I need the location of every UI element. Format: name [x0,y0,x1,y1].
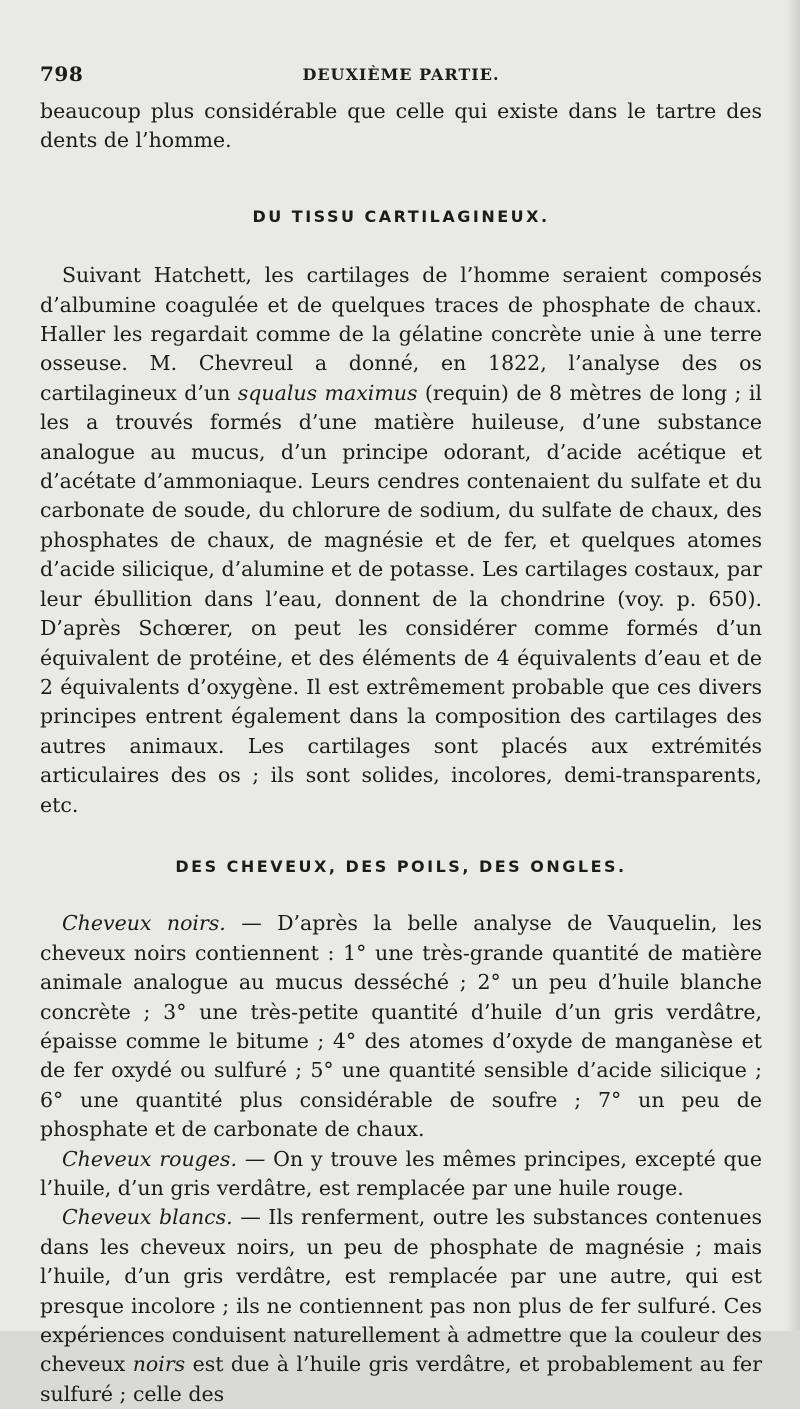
section-heading-cartilage: DU TISSU CARTILAGINEUX. [252,206,550,226]
continuation-paragraph: beaucoup plus considérable que celle qui existe dans le tartre des dents de l’homme. [40,99,762,153]
paragraph-lead: Cheveux noirs. [62,911,226,936]
paragraph-lead: Cheveux blancs. [62,1205,233,1230]
species-name: squalus maximus [237,380,418,405]
section-heading-hair: DES CHEVEUX, DES POILS, DES ONGLES. [175,856,627,876]
paragraph-text: Suivant Hatchett, les cartilages de l’homme seraient composés d’albumine coagulée et de quelques traces de phosphate de chaux. Haller les regardait comme de la gélatine concrète unie à une terre osseuse. M. Chevreul a donné, en 1822, l’analyse des os cartilagineux d’un [40,263,762,405]
page-number: 798 [40,62,84,86]
running-head: DEUXIÈME PARTIE. [302,65,500,84]
paragraph-lead: Cheveux rouges. [62,1146,237,1171]
paragraph-black-hair [40,909,762,1144]
paragraph-white-hair [40,1203,762,1409]
page-header [40,62,762,92]
paragraph-red-hair [40,1145,762,1204]
page-body [40,97,762,1409]
paragraph-text: — Ils renferment, outre les substances contenues dans les cheveux noirs, un peu de phosphate de magnésie ; mais l’huile, d’un gris verdâtre, est remplacée par une autre, qui est presque incolore ; ils ne contiennent pas non plus de fer sulfuré. Ces expériences conduisent naturellement à admettre que la couleur des cheveux [40,1205,762,1377]
paragraph-text: — On y trouve les mêmes principes, excepté que l’huile, d’un gris verdâtre, est remplacée par une huile rouge. [40,1146,762,1200]
paragraph-text: est due à l’huile gris verdâtre, et probablement au fer sulfuré ; celle des [40,1352,762,1406]
binding-shadow [786,0,800,1331]
paragraph-text: — D’après la belle analyse de Vauquelin, les cheveux noirs contiennent : 1° une très-grande quantité de matière animale analogue au mucus desséché ; 2° un peu d’huile blanche concrète ; 3° une très-petite quantité d’huile d’un gris verdâtre, épaisse comme le bitume ; 4° des atomes d’oxyde de manganèse et de fer oxydé ou sulfuré ; 5° une quantité sensible d’acide silicique ; 6° une quantité plus considérable de soufre ; 7° un peu de phosphate et de carbonate de chaux. [40,911,762,1142]
paragraph-cartilage [40,261,762,820]
emphasis: noirs [132,1352,186,1377]
paragraph-text: (requin) de 8 mètres de long ; il les a trouvés formés d’une matière huileuse, d’une substance analogue au mucus, d’un principe odorant, d’acide acétique et d’acétate d’ammoniaque. Leurs cendres contenaient du sulfate et du carbonate de soude, du chlorure de sodium, du sulfate de chaux, des phosphates de chaux, de magnésie et de fer, et quelques atomes d’acide silicique, d’alumine et de potasse. Les cartilages costaux, par leur ébullition dans l’eau, donnent de la chondrine (voy. p. 650). D’après Schœrer, on peut les considérer comme formés d’un équivalent de protéine, et des éléments de 4 équivalents d’eau et de 2 équivalents d’oxygène. Il est extrêmement probable que ces divers principes entrent également dans la composition des cartilages des autres animaux. Les cartilages sont placés aux extrémités articulaires des os ; ils sont solides, incolores, demi-transparents, etc. [40,380,762,817]
